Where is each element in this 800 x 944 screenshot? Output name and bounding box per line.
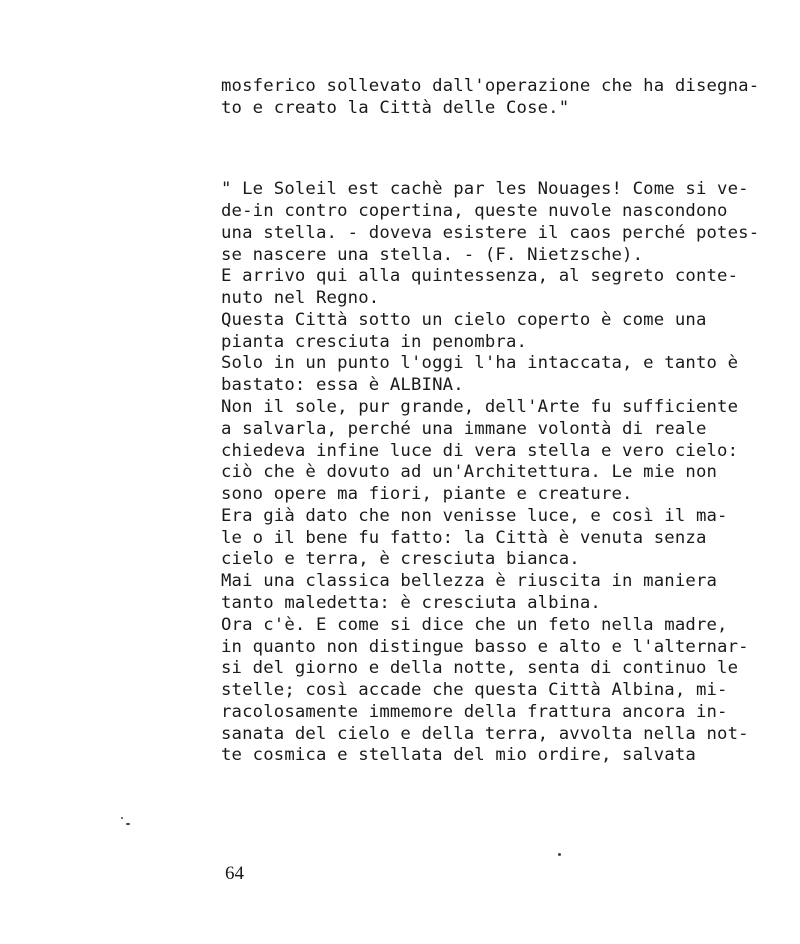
- ink-speck: [121, 817, 123, 819]
- text-line: stelle; così accade che questa Città Albina, mi-: [221, 680, 728, 700]
- text-line: bastato: essa è ALBINA.: [221, 375, 464, 395]
- text-line: te cosmica e stellata del mio ordire, salvata: [221, 745, 696, 765]
- text-line: to e creato la Città delle Cose.": [221, 98, 570, 118]
- text-line: pianta cresciuta in penombra.: [221, 332, 528, 352]
- text-line: le o il bene fu fatto: la Città è venuta senza: [221, 528, 707, 548]
- text-line: una stella. - doveva esistere il caos perché potes-: [221, 223, 760, 243]
- text-line: a salvarla, perché una immane volontà di reale: [221, 419, 707, 439]
- text-line: mosferico sollevato dall'operazione che ha disegna-: [221, 76, 760, 96]
- text-line: de-in contro copertina, queste nuvole nascondono: [221, 201, 728, 221]
- text-line: E arrivo qui alla quintessenza, al segreto conte-: [221, 266, 739, 286]
- text-line: in quanto non distingue basso e alto e l'alternar-: [221, 637, 749, 657]
- text-line: tanto maledetta: è cresciuta albina.: [221, 593, 601, 613]
- text-line: nuto nel Regno.: [221, 288, 380, 308]
- ink-speck: [126, 823, 130, 825]
- text-line: sanata del cielo e della terra, avvolta nella not-: [221, 724, 749, 744]
- ink-speck: [558, 853, 561, 856]
- text-line: sono opere ma fiori, piante e creature.: [221, 484, 633, 504]
- text-line: Ora c'è. E come si dice che un feto nella madre,: [221, 615, 728, 635]
- text-line: chiedeva infine luce di vera stella e vero cielo:: [221, 441, 739, 461]
- text-line: Solo in un punto l'oggi l'ha intaccata, e tanto è: [221, 353, 739, 373]
- text-line: racolosamente immemore della frattura ancora in-: [221, 702, 728, 722]
- text-line: Mai una classica bellezza è riuscita in maniera: [221, 571, 718, 591]
- text-line: si del giorno e della notte, senta di continuo le: [221, 658, 739, 678]
- text-line: se nascere una stella. - (F. Nietzsche).: [221, 245, 644, 265]
- text-line: ciò che è dovuto ad un'Architettura. Le mie non: [221, 462, 718, 482]
- page-number: 64: [225, 863, 244, 884]
- text-line: Era già dato che non venisse luce, e così il ma-: [221, 506, 728, 526]
- text-line: Non il sole, pur grande, dell'Arte fu sufficiente: [221, 397, 739, 417]
- text-line: Questa Città sotto un cielo coperto è come una: [221, 310, 707, 330]
- text-line: " Le Soleil est cachè par les Nouages! Come si ve-: [221, 179, 749, 199]
- text-line: cielo e terra, è cresciuta bianca.: [221, 549, 580, 569]
